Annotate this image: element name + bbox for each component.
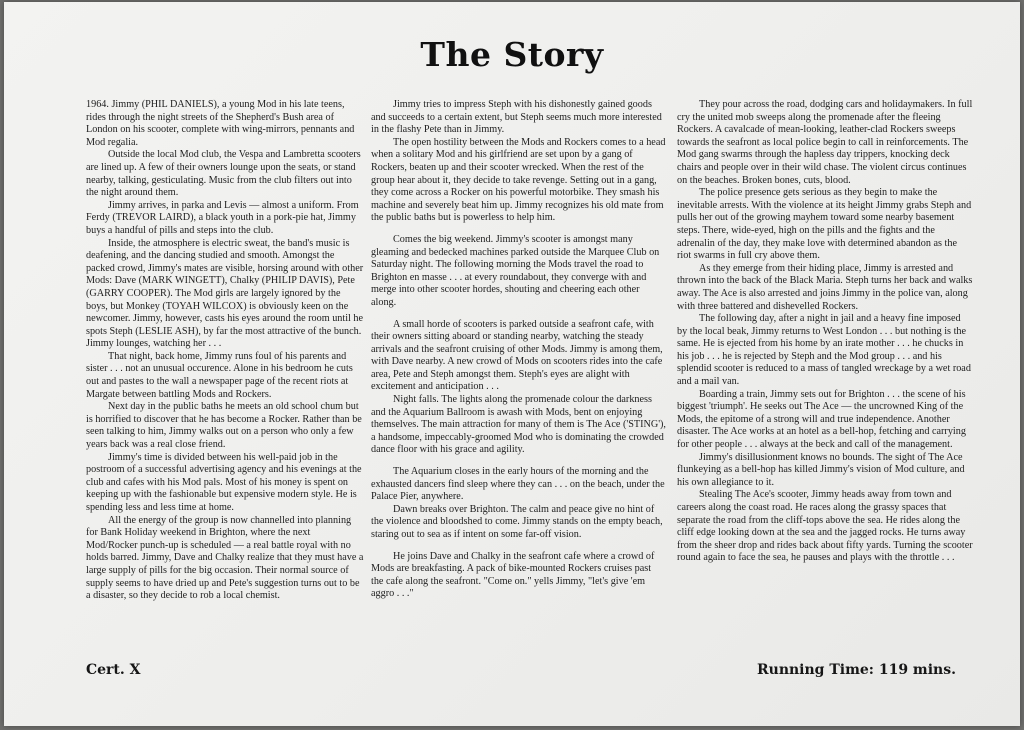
running-time-label: Running Time: 119 mins. xyxy=(757,662,956,678)
story-paragraph: Outside the local Mod club, the Vespa and Lambretta scooters are lined up. A few of their owners lounge upon the seats, or stand nearby, talking, gesticulating. Music from the club filters out into the night around them. xyxy=(86,149,361,199)
certificate-label: Cert. X xyxy=(86,662,141,678)
story-paragraph: All the energy of the group is now channelled into planning for Bank Holiday weekend in Brighton, where the next Mod/Rocker punch-up is scheduled — a real battle royal with no holds barred. Jimmy, Dave and Chalky realize that they must have a large supply of pills for the big occasion. Their normal source of supply seems to have dried up and Pete's suggestion turns out to be a disaster, so they decide to rob a local chemist. xyxy=(86,514,364,602)
story-paragraph: They pour across the road, dodging cars and holidaymakers. In full cry the united mob sweeps along the promenade after the fleeing Rockers. A cavalcade of mean-looking, leather-clad Rockers sweeps towards the seafront as local police begin to call in reinforcements. The Mod gang swarms through the hapless day trippers, knocking deck chairs and people over in their wild chase. The violent circus continues on the beaches. Broken bones, cuts, blood. xyxy=(677,99,973,186)
story-column-2 xyxy=(371,99,666,601)
story-paragraph: Boarding a train, Jimmy sets out for Brighton . . . the scene of his biggest 'triumph'. He seeks out The Ace — the uncrowned King of the Mods, the epitome of a strong will and true independence. Another disaster. The Ace works at an hotel as a bell-hop, fetching and carrying for other people . . . always at the beck and call of the management. xyxy=(677,388,966,451)
story-paragraph: 1964. Jimmy (PHIL DANIELS), a young Mod in his late teens, rides through the night streets of the Shepherd's Bush area of London on his scooter, complete with wing-mirrors, pennants and Mod regalia. xyxy=(86,99,355,148)
story-column-1 xyxy=(86,99,364,603)
story-paragraph: Stealing The Ace's scooter, Jimmy heads away from town and careers along the coast road. He races along the grassy spaces that separate the road from the cliff-tops above the sea. He rides along the cliff edge looking down at the sea and the jagged rocks. He turns away from the sheer drop and rides back about fifty yards. Turning the scooter round again to face the sea, he pauses and plays with the throttle . . . xyxy=(677,489,973,564)
story-paragraph: The open hostility between the Mods and Rockers comes to a head when a solitary Mod and his girlfriend are set upon by a gang of Rockers, beaten up and their scooter wrecked. When the rest of the group hear about it, they decide to take revenge. Setting out in a gang, they come across a Rocker on his powerful motorbike. They smash his machine and severely beat him up. Jimmy recognizes his old mate from the public baths but is powerless to help him. xyxy=(371,136,666,224)
story-paragraph: Inside, the atmosphere is electric sweat, the band's music is deafening, and the dancing studied and smooth. Amongst the packed crowd, Jimmy's mates are visible, horsing around with other Mods: Dave (MARK WINGETT), Chalky (PHILIP DAVIS), Pete (GARRY COOPER). The Mod girls are largely ignored by the boys, but Monkey (TOYAH WILCOX) is obviously keen on the newcomer. Jimmy, however, casts his eyes around the room until he spots Steph (LESLIE ASH), by far the most attractive of the bunch. Jimmy lounges, watching her . . . xyxy=(86,237,364,350)
story-paragraph: Jimmy's time is divided between his well-paid job in the postroom of a successful advertising agency and his evenings at the club and cafes with his Mod pals. Most of his money is spent on keeping up with the fashionable but expensive modern style. He is spending less and less time at home. xyxy=(86,451,362,513)
story-paragraph: As they emerge from their hiding place, Jimmy is arrested and thrown into the back of the Black Maria. Steph turns her back and walks away. The Ace is also arrested and joins Jimmy in the police van, along with three battered and dishevelled Rockers. xyxy=(677,262,973,312)
story-paragraph: The Aquarium closes in the early hours of the morning and the exhausted dancers find sleep where they can . . . on the beach, under the Palace Pier, anywhere. xyxy=(371,466,665,503)
story-paragraph: A small horde of scooters is parked outside a seafront cafe, with their owners sitting aboard or standing nearby, watching the steady arrivals and the seafront cruising of other Mods. Jimmy is among them, with Dave nearby. A new crowd of Mods on scooters rides into the cafe area, Pete and Steph amongst them. Steph's eyes are alight with excitement and anticipation . . . xyxy=(371,318,663,393)
story-paragraph: Night falls. The lights along the promenade colour the darkness and the Aquarium Ballroom is awash with Mods, bent on enjoying themselves. The main attraction for many of them is The Ace ('STING'), a handsome, impeccably-groomed Mod who is dominating the crowded dance floor with his grace and agility. xyxy=(371,394,666,456)
page-title: The Story xyxy=(420,35,604,74)
story-paragraph: He joins Dave and Chalky in the seafront cafe where a crowd of Mods are breakfasting. A pack of bike-mounted Rockers cruises past the cafe along the seafront. "Come on." yells Jimmy, "let's give 'em aggro . . ." xyxy=(371,550,655,600)
story-column-3 xyxy=(677,99,973,565)
story-paragraph: Jimmy arrives, in parka and Levis — almost a uniform. From Ferdy (TREVOR LAIRD), a black youth in a pork-pie hat, Jimmy buys a handful of pills and steps into the club. xyxy=(86,199,359,236)
story-paragraph: That night, back home, Jimmy runs foul of his parents and sister . . . not an unusual occurence. Alone in his bedroom he cuts out and pastes to the wall a newspaper page of the recent riots at Margate between battling Mods and Rockers. xyxy=(86,350,353,400)
story-paragraph: Comes the big weekend. Jimmy's scooter is amongst many gleaming and bedecked machines parked outside the Marquee Club on Saturday night. The following morning the Mods travel the road to Brighton en masse . . . at every roundabout, they converge with and merge into other scooter hordes, shouting and cheering each other along. xyxy=(371,233,660,308)
story-paragraph: The police presence gets serious as they begin to make the inevitable arrests. With the violence at its height Jimmy grabs Steph and pulls her out of the growing mayhem toward some nearby basement steps. There, wide-eyed, high on the pills and the fights and the adrenalin of the day, they make love with determined abandon as the riot swarms in full cry above them. xyxy=(677,187,972,262)
story-sheet xyxy=(4,2,1020,726)
story-paragraph: The following day, after a night in jail and a heavy fine imposed by the local beak, Jimmy returns to West London . . . but nothing is the same. He is ejected from his home by an irate mother . . . he chucks in his job . . . he is rejected by Steph and the Mod group . . . and his splendid scooter is reduced to a mass of tangled wreckage by a wet road and a mail van. xyxy=(677,313,971,388)
story-paragraph: Jimmy's disillusionment knows no bounds. The sight of The Ace flunkeying as a bell-hop has killed Jimmy's vision of Mod culture, and his own allegiance to it. xyxy=(677,451,965,488)
story-paragraph: Next day in the public baths he meets an old school chum but is horrified to discover that he has become a Rocker. Rather than be seen talking to him, Jimmy walks out on a person who only a few years back was a real close friend. xyxy=(86,401,362,451)
story-paragraph: Dawn breaks over Brighton. The calm and peace give no hint of the violence and bloodshed to come. Jimmy stands on the empty beach, staring out to sea as if intent on some far-off vision. xyxy=(371,503,663,540)
story-paragraph: Jimmy tries to impress Steph with his dishonestly gained goods and succeeds to a certain extent, but Steph seems much more interested in the flashy Pete than in Jimmy. xyxy=(371,99,662,136)
